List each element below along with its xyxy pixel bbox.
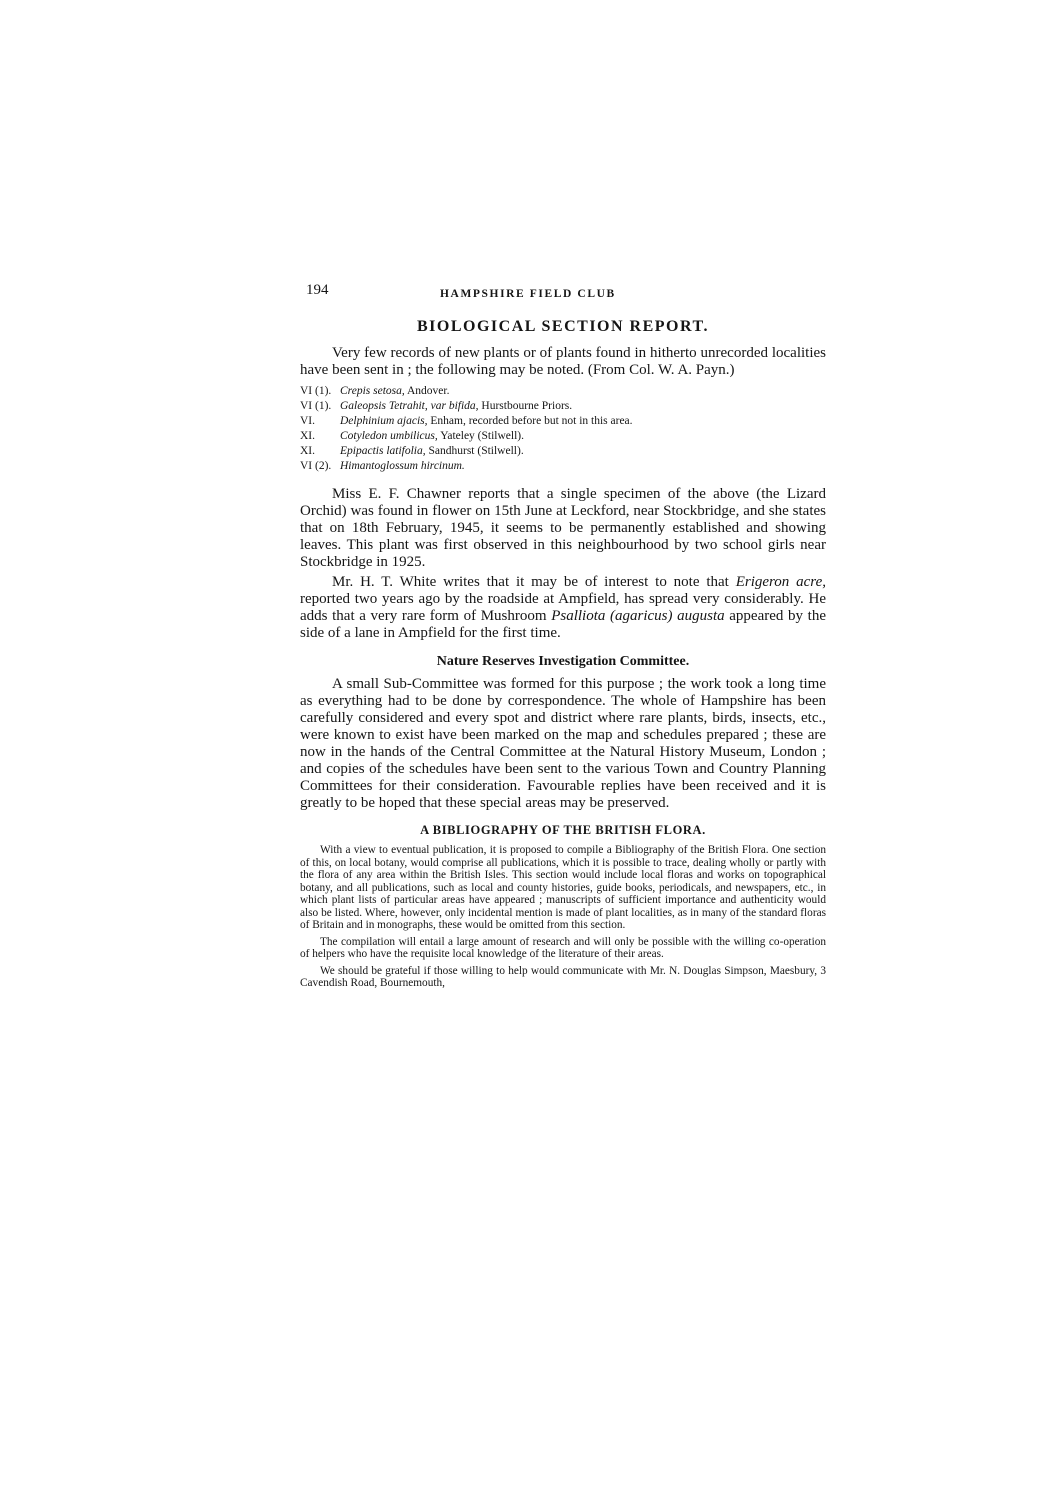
white-species-2: Psalliota (agaricus) augusta (551, 608, 725, 624)
page-number: 194 (306, 282, 329, 298)
bibliography-paragraph-3: We should be grateful if those willing to help would communicate with Mr. N. Douglas Simpson, Maesbury, 3 Cavendish Road, Bournemouth, (300, 964, 826, 989)
biological-section-title: BIOLOGICAL SECTION REPORT. (417, 318, 709, 335)
record-species: Himantoglossum hircinum. (340, 460, 465, 472)
plant-record (300, 444, 826, 459)
bibliography-title: A BIBLIOGRAPHY OF THE BRITISH FLORA. (420, 823, 706, 837)
nature-reserves-paragraph: A small Sub-Committee was formed for this purpose ; the work took a long time as everything had to be done by correspondence. The whole of Hampshire has been carefully considered and every spot and district where rare plants, birds, insects, etc., were known to exist have been marked on the map and schedules prepared ; these are now in the hands of the Central Committee at the Natural History Museum, London ; and copies of the schedules have been sent to the various Town and Country Planning Committees for their consideration. Favourable replies have been received and it is greatly to be hoped that these special areas may be preserved. (300, 676, 826, 811)
nature-reserves-title: Nature Reserves Investigation Committee. (436, 654, 690, 669)
record-vice-county: VI (1). (300, 385, 332, 397)
plant-record (300, 429, 826, 444)
record-place: Yateley (Stilwell). (440, 430, 524, 442)
record-place: Enham, recorded before but not in this area. (430, 415, 633, 427)
record-species: Cotyledon umbilicus, (340, 430, 438, 442)
record-species: Crepis setosa, (340, 385, 405, 397)
record-text (340, 414, 633, 429)
record-text (340, 444, 524, 459)
running-head: HAMPSHIRE FIELD CLUB (440, 288, 616, 300)
white-paragraph (300, 574, 826, 642)
record-place: Andover. (407, 385, 450, 397)
plant-record (300, 459, 826, 474)
record-text (340, 399, 572, 414)
record-vice-county: VI. (300, 415, 316, 427)
record-vice-county: VI (2). (300, 460, 332, 472)
record-species: Delphinium ajacis, (340, 415, 428, 427)
bibliography-paragraph-2: The compilation will entail a large amount of research and will only be possible with the willing co-operation of helpers who have the requisite local knowledge of the literature of their areas. (300, 935, 826, 960)
record-text (340, 384, 449, 399)
book-page (300, 282, 826, 994)
white-text-3: appeared by the side of a lane in Ampfield for the first time. (300, 608, 826, 641)
record-text (340, 459, 465, 474)
record-vice-county: VI (1). (300, 400, 332, 412)
biological-intro-paragraph: Very few records of new plants or of plants found in hitherto unrecorded localities have been sent in ; the following may be noted. (From Col. W. A. Payn.) (300, 345, 826, 378)
bibliography-paragraph-1: With a view to eventual publication, it is proposed to compile a Bibliography of the British Flora. One section of this, on local botany, would comprise all publications, which it is possible to trace, dealing wholly or partly with the flora of any area within the British Isles. This section would include local floras and works on topographical botany, and all publications, such as local and county histories, guide books, periodicals, and newspapers, etc., in which plant lists of particular areas have appeared ; manuscripts of sufficient importance and authenticity would also be listed. Where, however, only incidental mention is made of plant localities, as in many of the standard floras of Britain and in monographs, these would be omitted from this section. (300, 844, 826, 931)
record-species: Epipactis latifolia, (340, 445, 426, 457)
record-vice-county: XI. (300, 445, 316, 457)
record-vice-county: XI. (300, 430, 316, 442)
white-text-1: Mr. H. T. White writes that it may be of interest to note that (332, 574, 736, 590)
plant-record (300, 384, 826, 399)
plant-records-list (300, 384, 826, 474)
record-place: Sandhurst (Stilwell). (428, 445, 524, 457)
chawner-paragraph: Miss E. F. Chawner reports that a single specimen of the above (the Lizard Orchid) was found in flower on 15th June at Leckford, near Stockbridge, and she states that on 18th February, 1945, it seems to be permanently established and showing leaves. This plant was first observed in this neighbourhood by two school girls near Stockbridge in 1925. (300, 486, 826, 570)
record-place: Hurstbourne Priors. (481, 400, 573, 412)
record-text (340, 429, 524, 444)
record-species: Galeopsis Tetrahit, var bifida, (340, 400, 479, 412)
plant-record (300, 399, 826, 414)
white-text-2: reported two years ago by the roadside at Ampfield, has spread very considerably. He adds that a very rare form of Mushroom (300, 591, 826, 624)
white-species-1: Erigeron acre, (735, 574, 826, 590)
page-header (300, 282, 826, 304)
plant-record (300, 414, 826, 429)
